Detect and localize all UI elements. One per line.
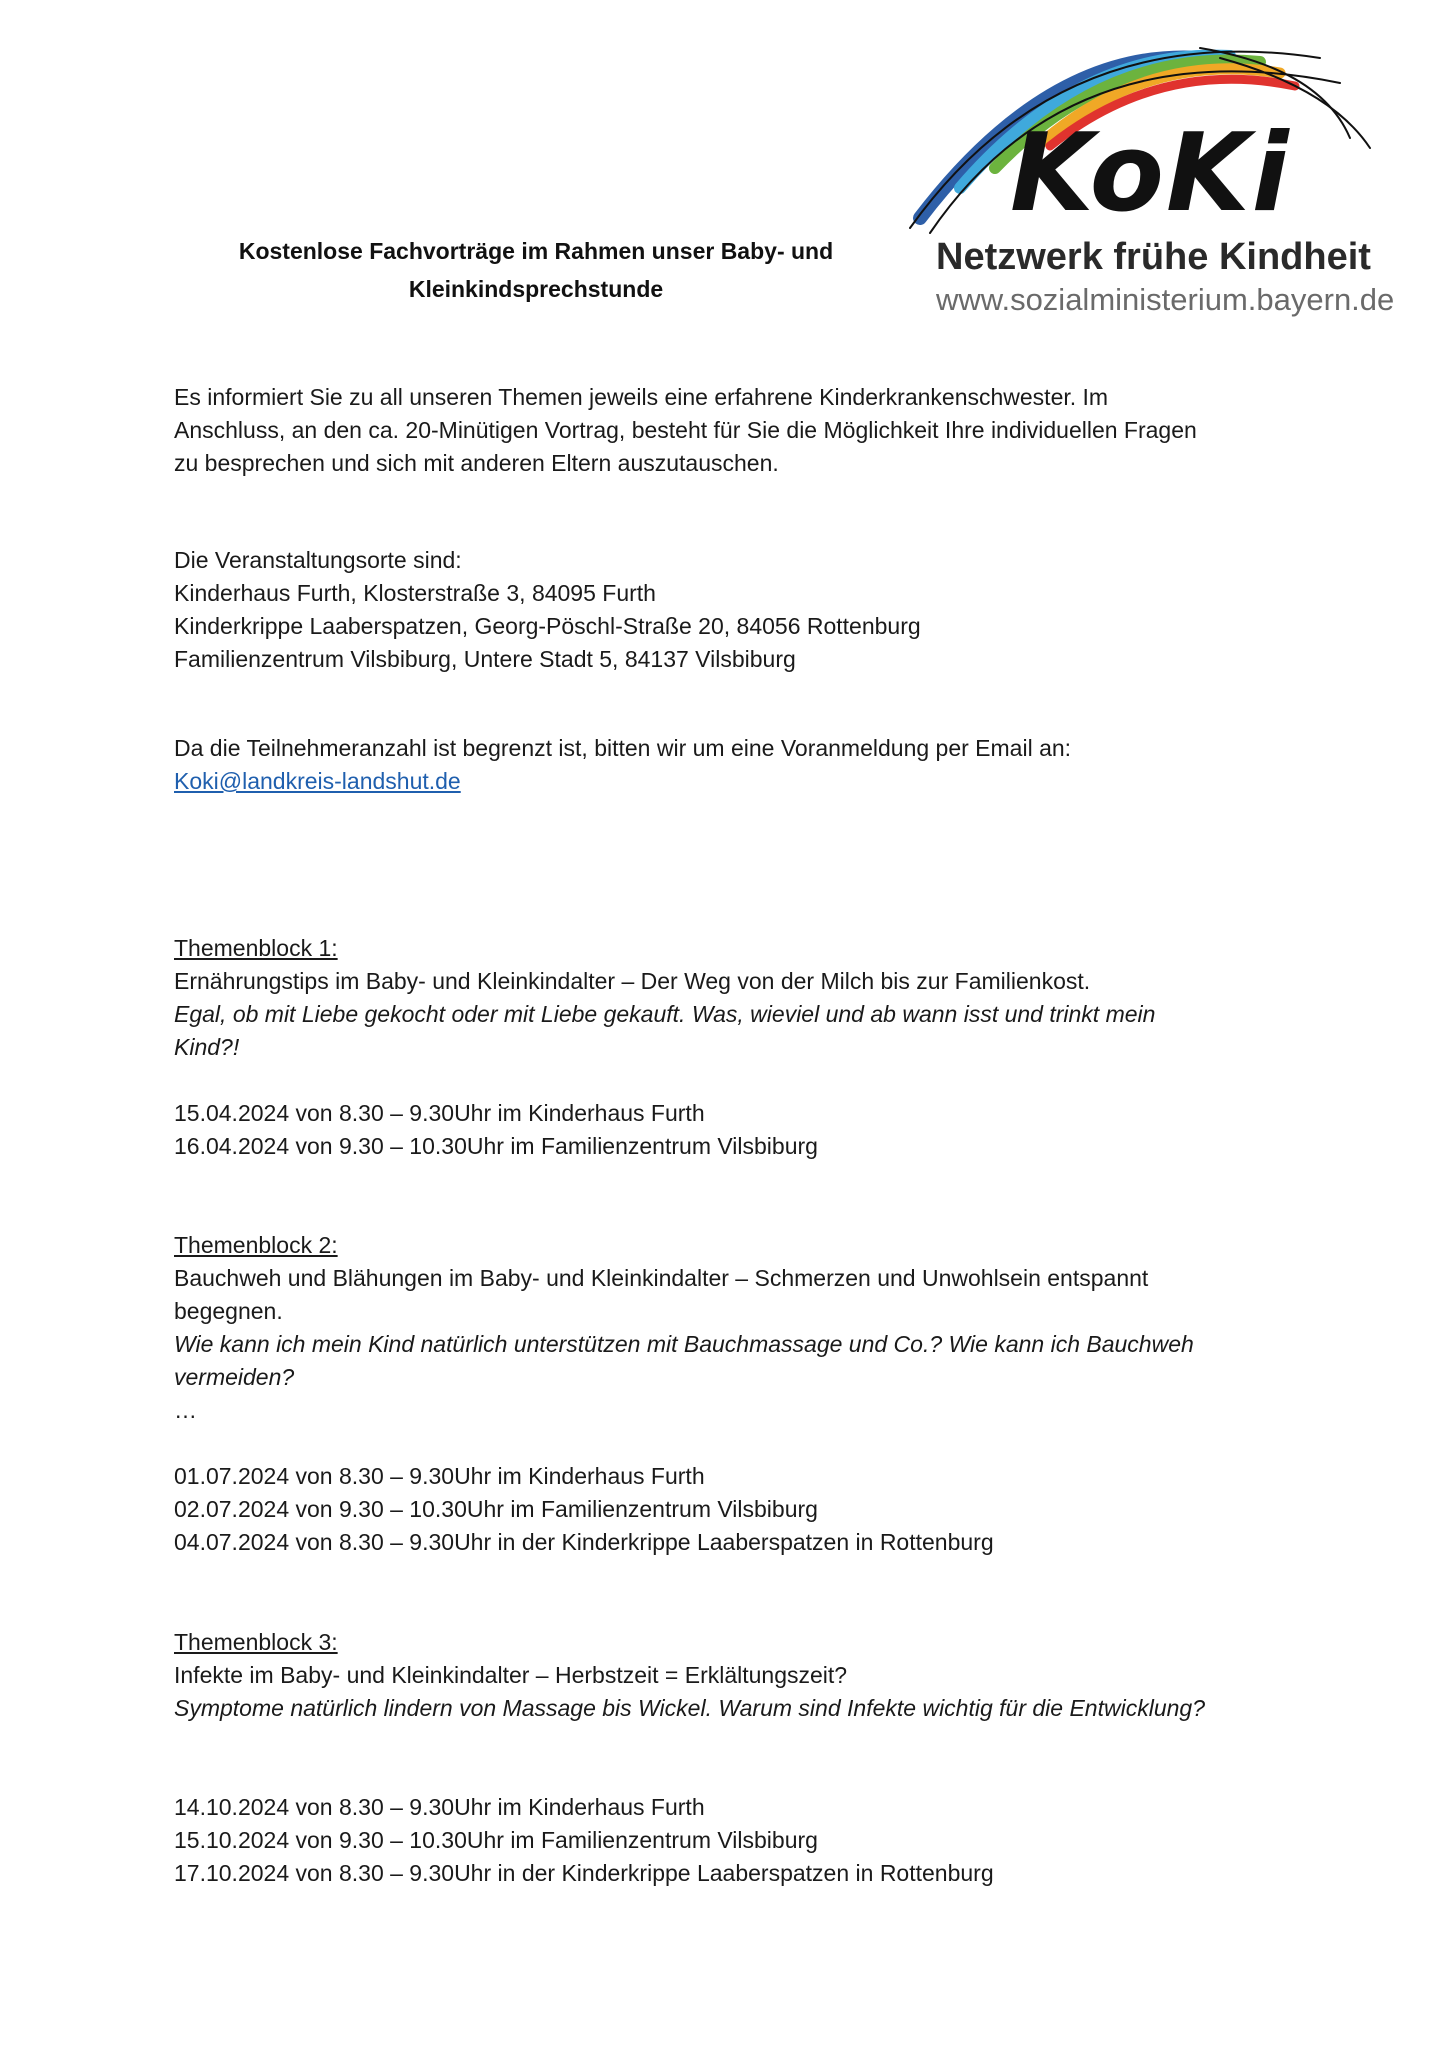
intro-line: Es informiert Sie zu all unseren Themen jeweils eine erfahrene Kinderkrankenschwester. Im: [174, 384, 1109, 410]
block-description: Egal, ob mit Liebe gekocht oder mit Liebe gekauft. Was, wieviel und ab wann isst und trinkt mein: [174, 1001, 1156, 1027]
themenblock-3: [174, 1626, 1294, 1890]
block-heading: Themenblock 2:: [174, 1232, 338, 1258]
venue-item: Kinderhaus Furth, Klosterstraße 3, 84095 Furth: [174, 580, 656, 606]
title-line: Kostenlose Fachvorträge im Rahmen unser Baby- und: [238, 238, 834, 264]
block-description: Symptome natürlich lindern von Massage bis Wickel. Warum sind Infekte wichtig für die Entwicklung?: [174, 1695, 1205, 1721]
registration-text: Da die Teilnehmeranzahl ist begrenzt ist, bitten wir um eine Voranmeldung per Email an:: [174, 735, 1072, 761]
block-date: 15.04.2024 von 8.30 – 9.30Uhr im Kinderhaus Furth: [174, 1100, 705, 1126]
block-description: vermeiden?: [174, 1364, 295, 1390]
block-date: 02.07.2024 von 9.30 – 10.30Uhr im Familienzentrum Vilsbiburg: [174, 1496, 818, 1522]
block-date: 17.10.2024 von 8.30 – 9.30Uhr in der Kinderkrippe Laaberspatzen in Rottenburg: [174, 1860, 994, 1886]
venue-item: Familienzentrum Vilsbiburg, Untere Stadt 5, 84137 Vilsbiburg: [174, 646, 796, 672]
block-topic: Infekte im Baby- und Kleinkindalter – Herbstzeit = Erklältungszeit?: [174, 1662, 848, 1688]
block-date: 16.04.2024 von 9.30 – 10.30Uhr im Familienzentrum Vilsbiburg: [174, 1133, 818, 1159]
themenblock-1: [174, 932, 1294, 1163]
block-heading: Themenblock 3:: [174, 1629, 338, 1655]
block-ellipsis: …: [174, 1397, 197, 1423]
title-line: Kleinkindsprechstunde: [408, 276, 664, 302]
block-date: 01.07.2024 von 8.30 – 9.30Uhr im Kinderhaus Furth: [174, 1463, 705, 1489]
intro-line: zu besprechen und sich mit anderen Eltern auszutauschen.: [174, 450, 779, 476]
block-topic: Bauchweh und Blähungen im Baby- und Kleinkindalter – Schmerzen und Unwohlsein entspannt: [174, 1265, 1149, 1291]
koki-logo: [900, 28, 1420, 328]
block-description: Kind?!: [174, 1034, 240, 1060]
logo-tagline: Netzwerk frühe Kindheit: [936, 236, 1371, 278]
block-date: 15.10.2024 von 9.30 – 10.30Uhr im Familienzentrum Vilsbiburg: [174, 1827, 818, 1853]
block-heading: Themenblock 1:: [174, 935, 338, 961]
logo-url: www.sozialministerium.bayern.de: [936, 282, 1395, 317]
intro-line: Anschluss, an den ca. 20-Minütigen Vortrag, besteht für Sie die Möglichkeit Ihre individuellen Fragen: [174, 417, 1197, 443]
registration-section: [174, 732, 1294, 798]
email-link[interactable]: Koki@landkreis-landshut.de: [174, 768, 461, 794]
block-date: 04.07.2024 von 8.30 – 9.30Uhr in der Kinderkrippe Laaberspatzen in Rottenburg: [174, 1529, 994, 1555]
intro-paragraph: [174, 381, 1294, 480]
block-topic: begegnen.: [174, 1298, 283, 1324]
logo-wordmark: KoKi: [1010, 111, 1291, 236]
venue-item: Kinderkrippe Laaberspatzen, Georg-Pöschl-Straße 20, 84056 Rottenburg: [174, 613, 921, 639]
themenblock-2: [174, 1229, 1294, 1559]
block-date: 14.10.2024 von 8.30 – 9.30Uhr im Kinderhaus Furth: [174, 1794, 705, 1820]
venues-section: [174, 544, 1294, 676]
block-topic: Ernährungstips im Baby- und Kleinkindalter – Der Weg von der Milch bis zur Familienkost.: [174, 968, 1091, 994]
block-description: Wie kann ich mein Kind natürlich unterstützen mit Bauchmassage und Co.? Wie kann ich Bauchweh: [174, 1331, 1194, 1357]
venues-heading: Die Veranstaltungsorte sind:: [174, 547, 462, 573]
page-title: [176, 232, 896, 308]
